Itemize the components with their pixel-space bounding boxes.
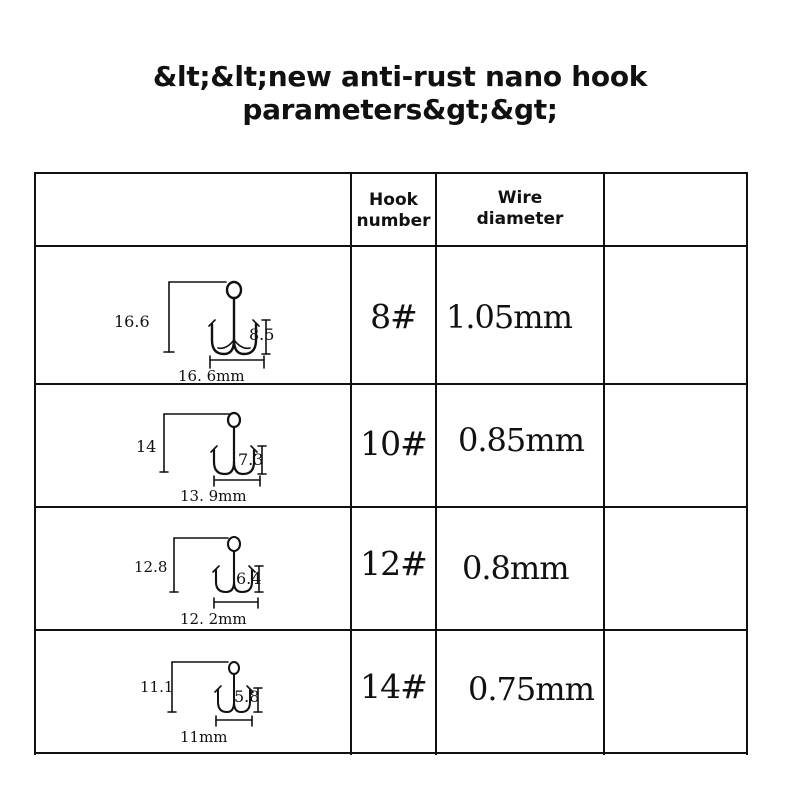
hook-barb-label: 7.3 bbox=[238, 450, 264, 469]
header-wire-diameter: Wire diameter bbox=[476, 188, 564, 229]
wire-diameter-cell: 1.05mm bbox=[446, 298, 572, 336]
wire-diameter-cell: 0.85mm bbox=[458, 421, 584, 459]
header-hook-number: Hook number bbox=[356, 190, 431, 231]
hook-diagram-12 bbox=[134, 534, 334, 632]
hook-width-label: 16. 6mm bbox=[178, 367, 245, 385]
wire-diameter-cell: 0.75mm bbox=[468, 670, 594, 708]
hook-height-label: 12.8 bbox=[134, 558, 168, 576]
hook-height-label: 11.1 bbox=[140, 678, 174, 696]
wire-diameter-cell: 0.8mm bbox=[462, 549, 569, 587]
hook-diagram-10 bbox=[134, 410, 334, 510]
hook-diagram-8 bbox=[114, 280, 314, 390]
hook-number-cell: 8# bbox=[370, 297, 417, 336]
table-border-left bbox=[34, 172, 36, 755]
hook-width-label: 12. 2mm bbox=[180, 610, 247, 628]
hook-number-cell: 14# bbox=[360, 667, 427, 706]
hook-number-cell: 10# bbox=[360, 424, 427, 463]
hook-barb-label: 8.5 bbox=[249, 325, 275, 344]
table-divider-header bbox=[34, 245, 748, 247]
hook-parameters-table bbox=[34, 172, 748, 755]
hook-width-label: 11mm bbox=[180, 728, 228, 746]
hook-width-label: 13. 9mm bbox=[180, 487, 247, 505]
hook-height-label: 16.6 bbox=[114, 312, 150, 331]
hook-number-cell: 12# bbox=[360, 544, 427, 583]
table-divider-col3 bbox=[603, 172, 605, 755]
table-border-top bbox=[34, 172, 748, 174]
hook-diagram-14 bbox=[138, 660, 338, 758]
hook-barb-label: 6.4 bbox=[236, 569, 262, 588]
table-divider-col2 bbox=[435, 172, 437, 755]
hook-height-label: 14 bbox=[136, 437, 157, 456]
table-border-right bbox=[746, 172, 748, 755]
page-title: &lt;&lt;new anti-rust nano hook parameters&gt;&gt; bbox=[152, 60, 648, 126]
hook-barb-label: 5.8 bbox=[234, 687, 260, 706]
